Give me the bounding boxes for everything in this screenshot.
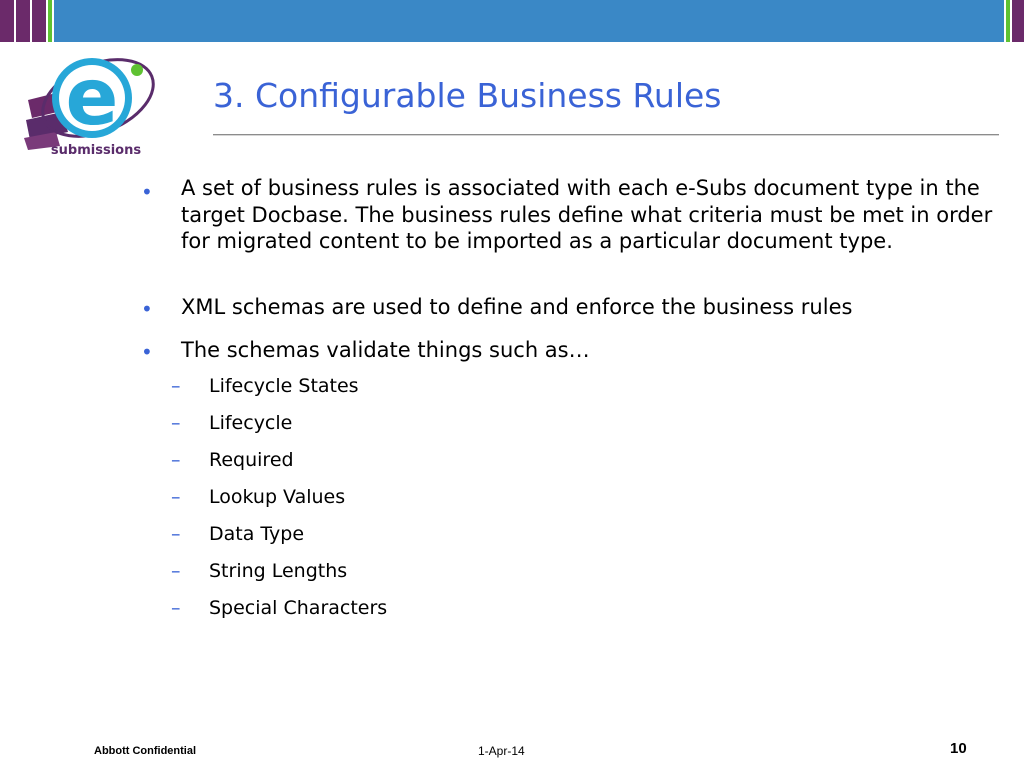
sub-bullet-marker: – bbox=[171, 449, 181, 471]
sub-bullet-item-6: String Lengths bbox=[209, 560, 348, 582]
page-number: 10 bbox=[950, 740, 967, 757]
bullet-marker: • bbox=[141, 297, 153, 321]
bullet-marker: • bbox=[141, 180, 153, 204]
sub-bullet-item-5: Data Type bbox=[209, 523, 305, 545]
sub-bullet-marker: – bbox=[171, 412, 181, 434]
sub-bullet-marker: – bbox=[171, 375, 181, 397]
sub-bullet-marker: – bbox=[171, 523, 181, 545]
bullet-marker: • bbox=[141, 340, 153, 364]
bullet-item-1: A set of business rules is associated with each e-Subs document type in the target Docbase. The business rules define what criteria must be met in order for migrated content to be imported as a particular document type. bbox=[181, 176, 993, 253]
sub-bullet-item-7: Special Characters bbox=[209, 597, 388, 619]
sub-bullet-marker: – bbox=[171, 560, 181, 582]
sub-bullet-item-2: Lifecycle bbox=[209, 412, 293, 434]
bullet-item-2: XML schemas are used to define and enforce the business rules bbox=[181, 295, 853, 319]
sub-bullet-marker: – bbox=[171, 486, 181, 508]
bullet-item-3: The schemas validate things such as… bbox=[181, 338, 590, 362]
slide-title: 3. Configurable Business Rules bbox=[213, 76, 722, 115]
logo-letter: e bbox=[65, 53, 119, 143]
footer-date: 1-Apr-14 bbox=[478, 744, 525, 758]
sub-bullet-item-3: Required bbox=[209, 449, 294, 471]
logo-text: submissions bbox=[50, 143, 142, 158]
sub-bullet-marker: – bbox=[171, 597, 181, 619]
sub-bullet-item-4: Lookup Values bbox=[209, 486, 346, 508]
sub-bullet-item-1: Lifecycle States bbox=[209, 375, 359, 397]
footer-confidential: Abbott Confidential bbox=[94, 745, 197, 757]
